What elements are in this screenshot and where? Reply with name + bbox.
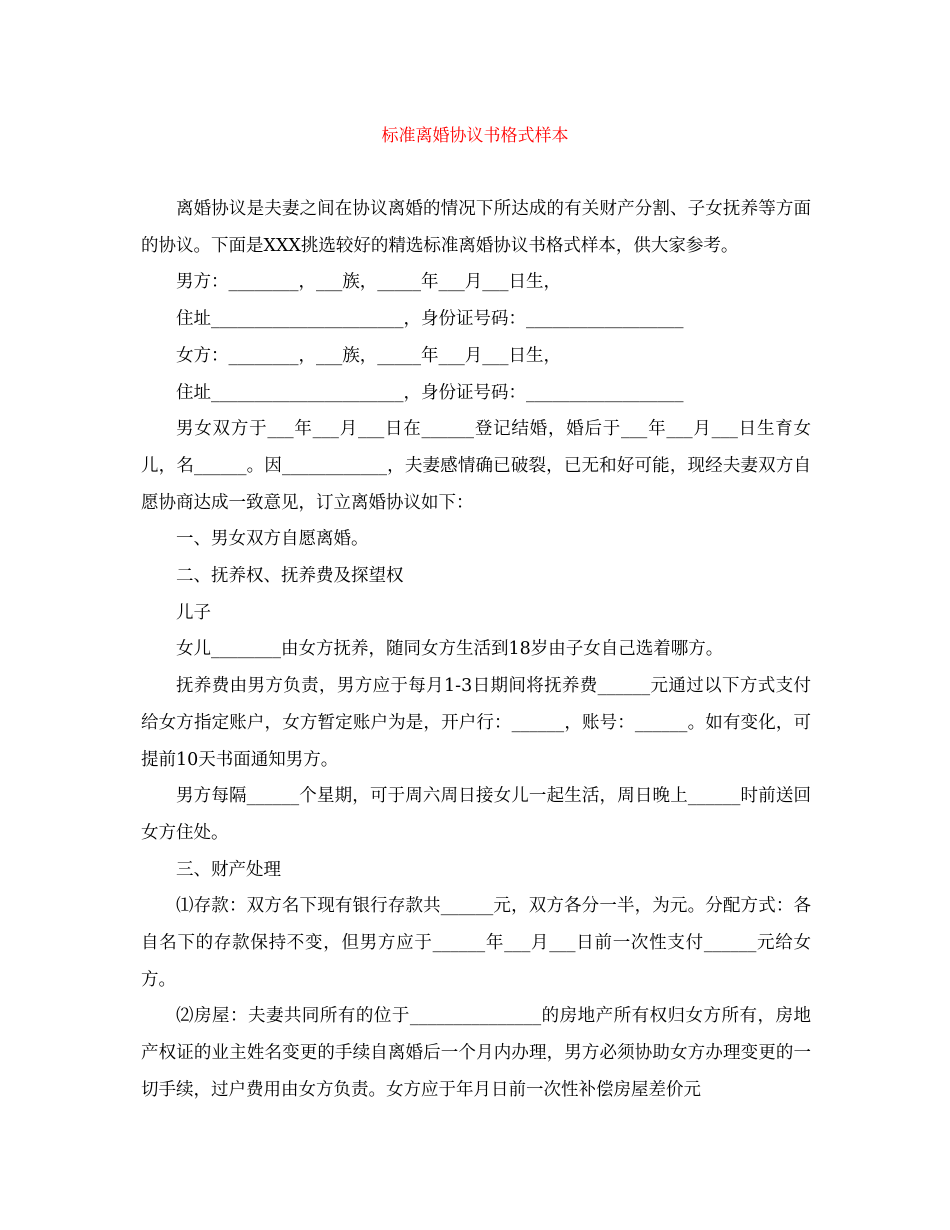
visitation-paragraph: 男方每隔______个星期，可于周六周日接女儿一起生活，周日晚上______时前送回女方住处。 [141,786,811,843]
deposits-paragraph: ⑴存款：双方名下现有银行存款共______元，双方各分一半，为元。分配方式：各自名下的存款保持不变，但男方应于______年___月___日前一次性支付______元给女方。 [141,896,811,990]
male-party-line: 男方：________，___族，_____年___月___日生， [176,272,561,293]
clause-3-heading: 三、财产处理 [176,859,281,880]
female-party-line: 女方：________，___族，_____年___月___日生， [176,345,561,366]
child-support-paragraph: 抚养费由男方负责，男方应于每月1-3日期间将抚养费______元通过以下方式支付给女方指定账户，女方暂定账户为是，开户行：______，账号：______。如有变化，可提前10天书面通知男方。 [141,676,811,770]
female-address-line: 住址______________________，身份证号码：__________________ [176,382,684,403]
son-line: 儿子 [176,602,211,623]
daughter-custody-paragraph: 女儿________由女方抚养，随同女方生活到18岁由子女自己选着哪方。 [176,639,724,660]
document-title: 标准离婚协议书格式样本 [381,126,569,146]
document-body [141,191,811,1109]
marriage-paragraph: 男女双方于___年___月___日在______登记结婚，婚后于___年___月___日生育女儿，名______。因____________，夫妻感情确已破裂，已无和好可能，现经夫妻双方自愿协商达成一致意见，订立离婚协议如下： [141,419,811,513]
male-address-line: 住址______________________，身份证号码：__________________ [176,309,684,330]
clause-2-heading: 二、抚养权、抚养费及探望权 [176,566,404,587]
clause-1-heading: 一、男女双方自愿离婚。 [176,529,369,550]
intro-paragraph: 离婚协议是夫妻之间在协议离婚的情况下所达成的有关财产分割、子女抚养等方面的协议。下面是XXX挑选较好的精选标准离婚协议书格式样本，供大家参考。 [141,199,811,256]
house-paragraph: ⑵房屋：夫妻共同所有的位于_______________的房地产所有权归女方所有，房地产权证的业主姓名变更的手续自离婚后一个月内办理，男方必须协助女方办理变更的一切手续，过户费用由女方负责。女方应于年月日前一次性补偿房屋差价元 [141,1006,811,1100]
